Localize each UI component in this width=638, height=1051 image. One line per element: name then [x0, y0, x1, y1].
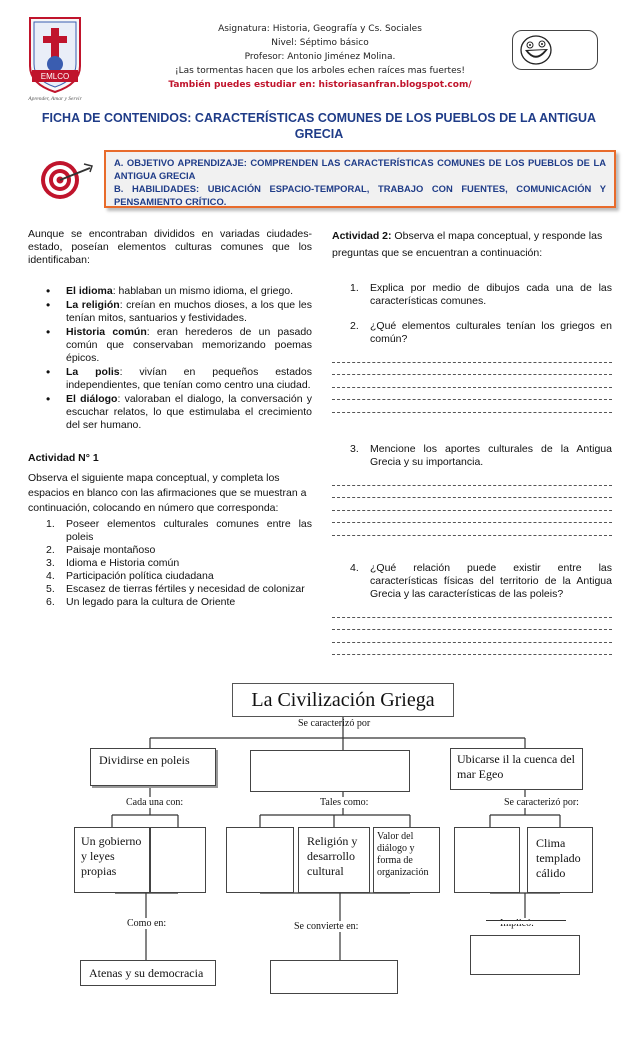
item-term: El idioma — [66, 285, 113, 297]
box-dialogo: Valor del diálogo y forma de organización — [373, 827, 440, 893]
teacher-line: Profesor: Antonio Jiménez Molina. — [244, 52, 396, 62]
blank-box[interactable] — [250, 750, 410, 792]
item-text: : eran herederos de un pasado común que conservaban memorizando poemas épicos. — [66, 326, 312, 364]
item-term: El diálogo — [66, 393, 118, 405]
item-text: : vivían en pequeños estados independientes, que tenían como centro una ciudad. — [66, 366, 312, 391]
question-2: 2. ¿Qué elementos culturales tenían los griegos en común? — [350, 320, 612, 345]
option-text: Un legado para la cultura de Oriente — [66, 596, 236, 608]
box-poleis: Dividirse en poleis — [90, 748, 216, 786]
question-1: 1. Explica por medio de dibujos cada una de las características comunes. — [350, 282, 612, 307]
box-atenas: Atenas y su democracia — [80, 960, 216, 986]
list-item: 1. Poseer elementos culturales comunes entre las poleis — [46, 518, 312, 543]
activity2-text: Observa el mapa conceptual, y responde las preguntas que se encuentran a continuación: — [332, 230, 603, 259]
item-term: La polis — [66, 366, 120, 378]
connector-label: Tales como: — [320, 797, 369, 808]
option-text: Escasez de tierras fértiles y necesidad de colonizar — [66, 583, 305, 595]
objective-line: A. OBJETIVO APRENDIZAJE: COMPRENDEN LAS CARACTERÍSTICAS COMUNES DE LOS PUEBLOS DE LA ANTIGUA GRECIA — [114, 157, 606, 181]
box-religion: Religión y desarrollo cultural — [298, 827, 370, 893]
item-term: La religión — [66, 299, 120, 311]
box-gobierno: Un gobierno y leyes propias — [74, 827, 150, 893]
question-4: 4. ¿Qué relación puede existir entre las características físicas del territorio de la Antigua Grecia y las características de las poleis? — [350, 561, 612, 600]
blank-box[interactable] — [454, 827, 520, 893]
logo-caption: Aprender, Amar y Servir — [28, 96, 82, 102]
list-item: 6. Un legado para la cultura de Oriente — [46, 596, 236, 608]
connector-label: Se caracterizó por: — [504, 797, 579, 808]
option-text: Poseer elementos culturales comunes entre las poleis — [66, 518, 312, 543]
item-text: : valoraban el dialogo, la conversación y escuchar relatos, lo que estimulaba el crecimiento del ser humano. — [66, 393, 313, 431]
list-item: 3. Idioma e Historia común — [46, 557, 180, 569]
implico-bar — [486, 920, 566, 924]
box-clima: Clima templado cálido — [527, 827, 593, 893]
blank-box[interactable] — [270, 960, 398, 994]
option-text: Participación política ciudadana — [66, 570, 214, 582]
list-item: 2. Paisaje montañoso — [46, 544, 156, 556]
connector-label: Se convierte en: — [294, 921, 359, 932]
blank-box[interactable] — [226, 827, 294, 893]
option-text: Paisaje montañoso — [66, 544, 156, 556]
page-title: FICHA DE CONTENIDOS: CARACTERÍSTICAS COMUNES DE LOS PUEBLOS DE LA ANTIGUA GRECIA — [41, 111, 597, 141]
blank-box[interactable] — [150, 827, 206, 893]
question-text: ¿Qué relación puede existir entre las características físicas del territorio de la Antigua Grecia y las características de las poleis? — [370, 561, 612, 600]
list-item: 4. Participación política ciudadana — [46, 570, 214, 582]
motto-line: ¡Las tormentas hacen que los arboles echen raíces mas fuertes! — [175, 66, 465, 76]
question-text: Explica por medio de dibujos cada una de las características comunes. — [370, 282, 612, 307]
activity1-text: Observa el siguiente mapa conceptual, y completa los espacios en blanco con las afirmaciones que se muestran a continuación, colocando en número que corresponda: — [28, 472, 307, 514]
question-3: 3. Mencione los aportes culturales de la Antigua Grecia y su importancia. — [350, 442, 612, 468]
connector-label: Cada una con: — [126, 797, 184, 808]
list-item: 5. Escasez de tierras fértiles y necesidad de colonizar — [46, 583, 305, 595]
question-text: ¿Qué elementos culturales tenían los griegos en común? — [370, 320, 612, 345]
item-text: : creían en muchos dioses, a los que les tenían mitos, santuarios y festividades. — [66, 299, 313, 324]
site-line: También puedes estudiar en: historiasanfran.blogspot.com/ — [168, 80, 472, 90]
activity1-title: Actividad N° 1 — [28, 452, 99, 464]
blank-box[interactable] — [470, 935, 580, 975]
logo-text: EMLCO — [40, 72, 70, 81]
subject-line: Asignatura: Historia, Geografía y Cs. Sociales — [218, 24, 422, 34]
concept-map-title: La Civilización Griega — [232, 683, 454, 717]
item-term: Historia común — [66, 326, 147, 338]
item-text: : hablaban un mismo idioma, el griego. — [112, 285, 294, 297]
activity2-label: Actividad 2: — [332, 230, 392, 242]
level-line: Nivel: Séptimo básico — [271, 38, 369, 48]
box-egeo: Ubicarse il la cuenca del mar Egeo — [450, 748, 583, 790]
option-text: Idioma e Historia común — [66, 557, 180, 569]
connector-label: Como en: — [127, 918, 167, 929]
connector-label: Se caracterizó por — [298, 718, 371, 729]
skills-line: B. HABILIDADES: UBICACIÓN ESPACIO-TEMPORAL, TRABAJO CON FUENTES, COMUNICACIÓN Y PENSAMIENTO CRÍTICO. — [114, 183, 606, 207]
question-text: Mencione los aportes culturales de la Antigua Grecia y su importancia. — [370, 442, 612, 468]
intro-text: Aunque se encontraban divididos en variadas ciudades-estado, poseían elementos culturas comunes que los identificaban: — [28, 228, 312, 266]
